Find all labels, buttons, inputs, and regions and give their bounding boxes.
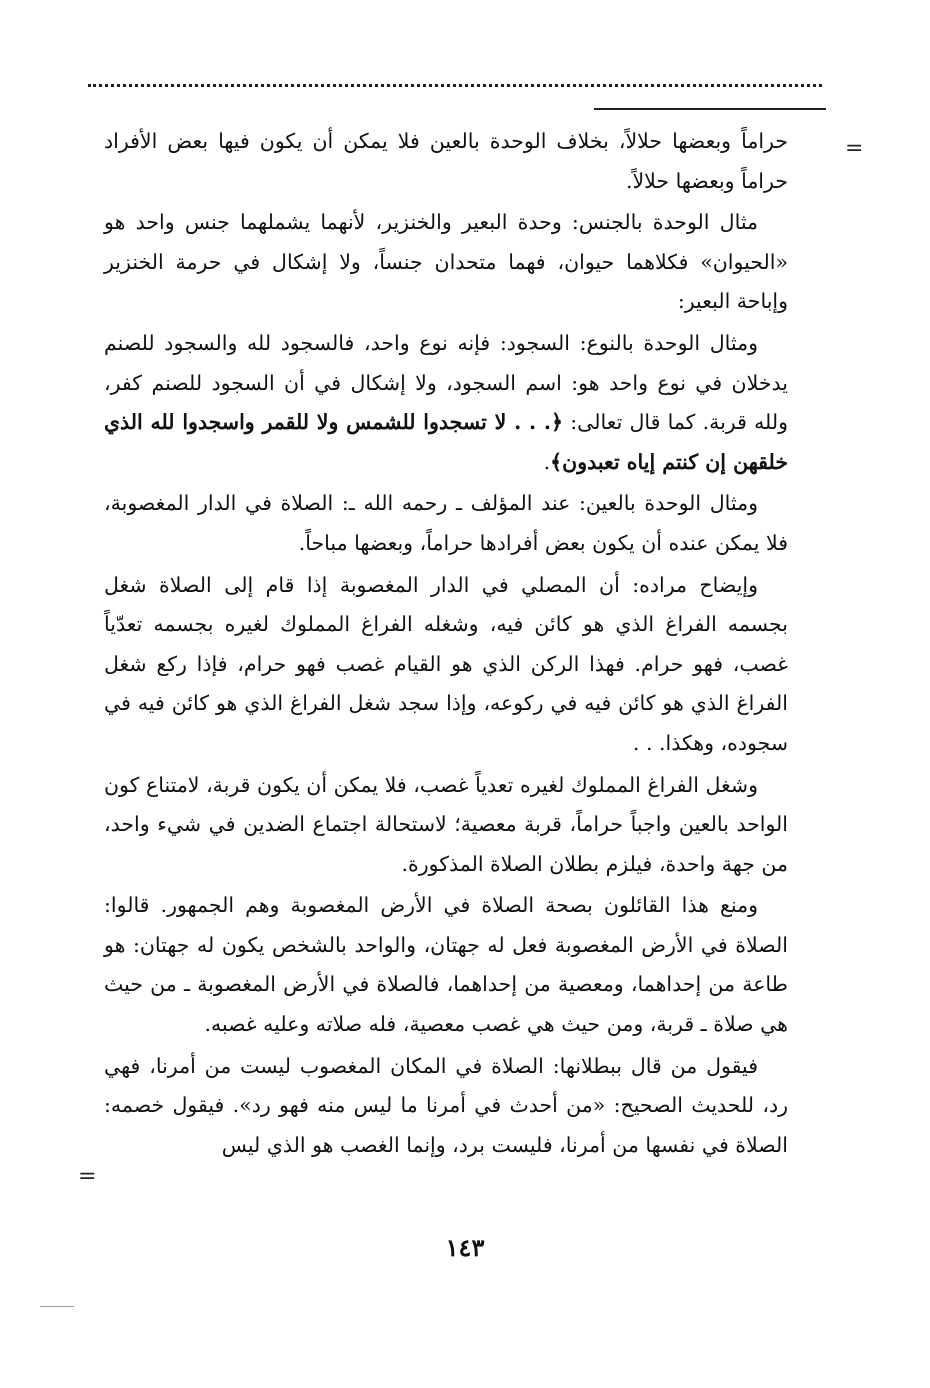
- main-text: [104, 122, 788, 1167]
- paragraph-species-example: [104, 324, 788, 482]
- paragraph-individual-example: ومثال الوحدة بالعين: عند المؤلف ـ رحمه الله ـ: الصلاة في الدار المغصوبة، فلا يمكن عنده أن يكون بعض أفرادها حراماً، وبعضها مباحاً.: [104, 491, 788, 555]
- footnote-rule: [594, 108, 826, 110]
- dotted-separator: [88, 84, 822, 87]
- scan-margin-line: [40, 1306, 74, 1307]
- quran-quote: ﴿. . . لا تسجدوا للشمس ولا للقمر واسجدوا لله الذي خلقهن إن كنتم إياه تعبدون﴾: [104, 410, 788, 474]
- paragraph-clarification: وإيضاح مراده: أن المصلي في الدار المغصوبة إذا قام إلى الصلاة شغل بجسمه الفراغ الذي هو كائن فيه، وشغله الفراغ المملوك لغيره بجسمه تعدّياً غصب، فهو حرام. فهذا الركن الذي هو القيام غصب فهو حرام، فإذا ركع شغل الفراغ الذي هو كائن فيه في ركوعه، وإذا سجد شغل الفراغ الذي هو كائن فيه في سجوده، وهكذا. . .: [104, 572, 788, 755]
- paragraph-genus-example: مثال الوحدة بالجنس: وحدة البعير والخنزير، لأنهما يشملهما جنس واحد هو «الحيوان» فكلاهما حيوان، فهما متحدان جنساً، ولا إشكال في حرمة الخنزير وإباحة البعير:: [104, 210, 788, 314]
- paragraph-species-text: ومثال الوحدة بالنوع: السجود: فإنه نوع واحد، فالسجود لله والسجود للصنم يدخلان في نوع واحد هو: اسم السجود، ولا إشكال في أن السجود للصنم كفر، ولله قربة. كما قال تعالى:: [104, 330, 788, 435]
- continuation-mark-bottom: =: [78, 1164, 97, 1189]
- paragraph-continuation: حراماً وبعضها حلالاً، بخلاف الوحدة بالعين فلا يمكن أن يكون فيها بعض الأفراد حراماً وبعضها حلالاً.: [104, 129, 788, 193]
- paragraph-majority-view: ومنع هذا القائلون بصحة الصلاة في الأرض المغصوبة وهم الجمهور. قالوا: الصلاة في الأرض المغصوبة فعل له جهتان، والواحد بالشخص يكون له جهتان: هو طاعة من إحداهما، ومعصية من إحداهما، فالصلاة في الأرض المغصوبة ـ من حيث هي صلاة ـ قربة، ومن حيث هي غصب معصية، فله صلاته وعليه غصبه.: [104, 893, 788, 1037]
- quote-terminator: .: [543, 449, 551, 474]
- continuation-mark-top: =: [845, 136, 864, 161]
- paragraph-invalidity-argument: فيقول من قال ببطلانها: الصلاة في المكان المغصوب ليست من أمرنا، فهي رد، للحديث الصحيح: «من أحدث في أمرنا ما ليس منه فهو رد». فيقول خصمه: الصلاة في نفسها من أمرنا، فليست برد، وإنما الغصب هو الذي ليس: [104, 1053, 788, 1157]
- page-number: ١٤٣: [445, 1233, 485, 1262]
- paragraph-occupying-space: وشغل الفراغ المملوك لغيره تعدياً غصب، فلا يمكن أن يكون قربة، لامتناع كون الواحد بالعين واجباً حراماً، قربة معصية؛ لاستحالة اجتماع الضدين في شيء واحد، من جهة واحدة، فيلزم بطلان الصلاة المذكورة.: [104, 772, 788, 876]
